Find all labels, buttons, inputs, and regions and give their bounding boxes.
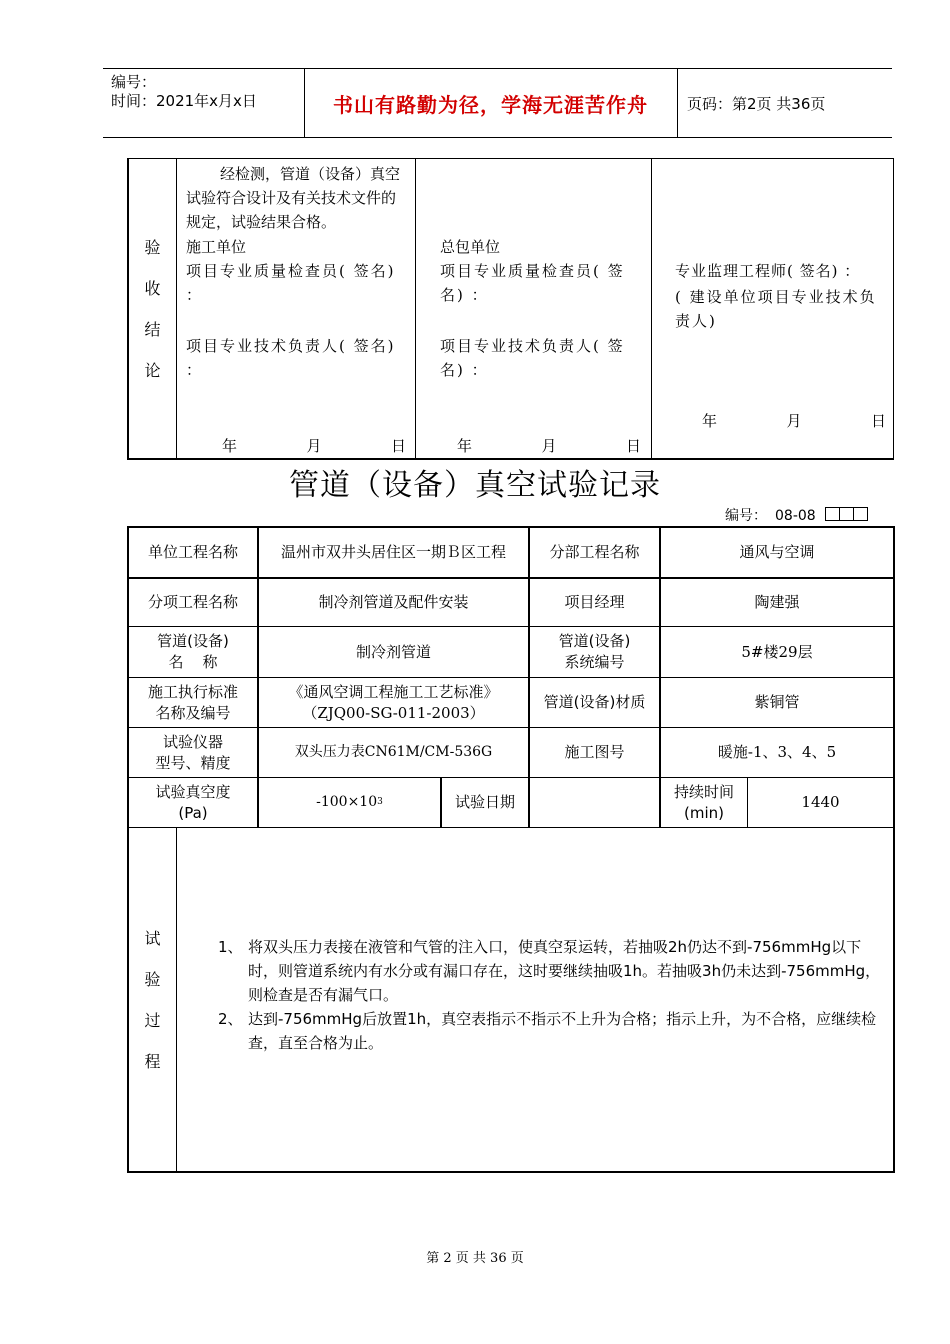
division-label: 分部工程名称	[549, 543, 640, 561]
header-meta	[111, 73, 257, 111]
drawing-value: 暖施-1、3、4、5	[717, 743, 837, 761]
drawing-label: 施工图号	[564, 743, 625, 761]
supervisor-sign: 专业监理工程师( 签名) ：	[675, 262, 861, 280]
record-title: 管道（设备）真空试验记录	[289, 468, 661, 503]
contractor-date: 年 月 日	[457, 437, 641, 455]
manager-label: 项目经理	[564, 593, 625, 611]
duration-value: 1440	[801, 793, 840, 811]
system-no-value: 5#楼29层	[741, 642, 813, 661]
standard-value: 《通风空调工程施工工艺标准》 （ZJQ00-SG-011-2003）	[288, 682, 499, 722]
sub-item-value: 制冷剂管道及配件安装	[318, 593, 469, 611]
process-side-label: 试 验 过 程	[144, 928, 161, 1071]
construction-inspector-sign: 项目专业质量检查员( 签名) ：	[186, 262, 396, 304]
process-step: 2、 达到-756mmHg后放置1h，真空表指示不指示不上升为合格；指示上升，为不合格，应继续检查，直至合格为止。	[218, 1010, 877, 1052]
test-date-value	[530, 778, 659, 827]
duration-label: 持续时间 (min)	[673, 782, 734, 822]
conclusion-statement: 经检测，管道（设备）真空试验符合设计及有关技术文件的规定，试验结果合格。	[186, 165, 401, 231]
standard-label: 施工执行标准 名称及编号	[147, 682, 238, 722]
owner-techlead-sign: ( 建设单位项目专业技术负责人)	[675, 288, 877, 330]
time-label: 时间：2021年x月x日	[111, 92, 257, 110]
construction-techlead-sign: 项目专业技术负责人( 签名) ：	[186, 337, 396, 379]
contractor-inspector-sign: 项目专业质量检查员( 签名) ：	[440, 262, 625, 304]
material-value: 紫铜管	[754, 693, 800, 711]
construction-unit-label: 施工单位	[186, 238, 247, 256]
sub-item-label: 分项工程名称	[147, 593, 238, 611]
system-no-label: 管道(设备) 系统编号	[558, 632, 631, 671]
material-label: 管道(设备)材质	[543, 693, 646, 711]
process-steps	[218, 935, 886, 1055]
conclusion-side-label: 验 收 结 论	[144, 237, 161, 380]
vacuum-label: 试验真空度 (Pa)	[155, 782, 231, 822]
unit-project-label: 单位工程名称	[147, 543, 238, 561]
page-header	[103, 68, 892, 138]
page-info: 页码：第2页 共36页	[687, 95, 826, 113]
unit-project-value: 温州市双井头居住区一期Ｂ区工程	[280, 543, 506, 561]
manager-value: 陶建强	[754, 593, 800, 611]
instrument-value: 双头压力表CN61M/CM-536G	[294, 744, 493, 760]
motto: 书山有路勤为径，学海无涯苦作舟	[333, 93, 648, 117]
number-label: 编号：	[111, 73, 157, 91]
general-contractor-label: 总包单位	[440, 238, 501, 256]
instrument-label: 试验仪器 型号、精度	[155, 732, 231, 772]
pipe-name-value: 制冷剂管道	[355, 642, 431, 661]
contractor-techlead-sign: 项目专业技术负责人( 签名) ：	[440, 337, 625, 379]
vacuum-value: -100×10 3	[316, 794, 383, 810]
page-footer: 第 2 页 共 36 页	[426, 1251, 524, 1266]
process-step: 1、 将双头压力表接在液管和气管的注入口，使真空泵运转，若抽吸2h仍达不到-756mmHg以下时，则管道系统内有水分或有漏口存在，这时要继续抽吸1h。若抽吸3h仍未达到-756mmHg，则检查是否有漏气口。	[218, 938, 881, 1004]
doc-number: 编号： 08-08	[725, 505, 868, 525]
test-date-label: 试验日期	[454, 793, 515, 811]
supervisor-date: 年 月 日	[702, 412, 886, 430]
division-value: 通风与空调	[739, 543, 815, 561]
construction-date: 年 月 日	[222, 437, 406, 455]
pipe-name-label: 管道(设备) 名 称	[157, 632, 229, 671]
